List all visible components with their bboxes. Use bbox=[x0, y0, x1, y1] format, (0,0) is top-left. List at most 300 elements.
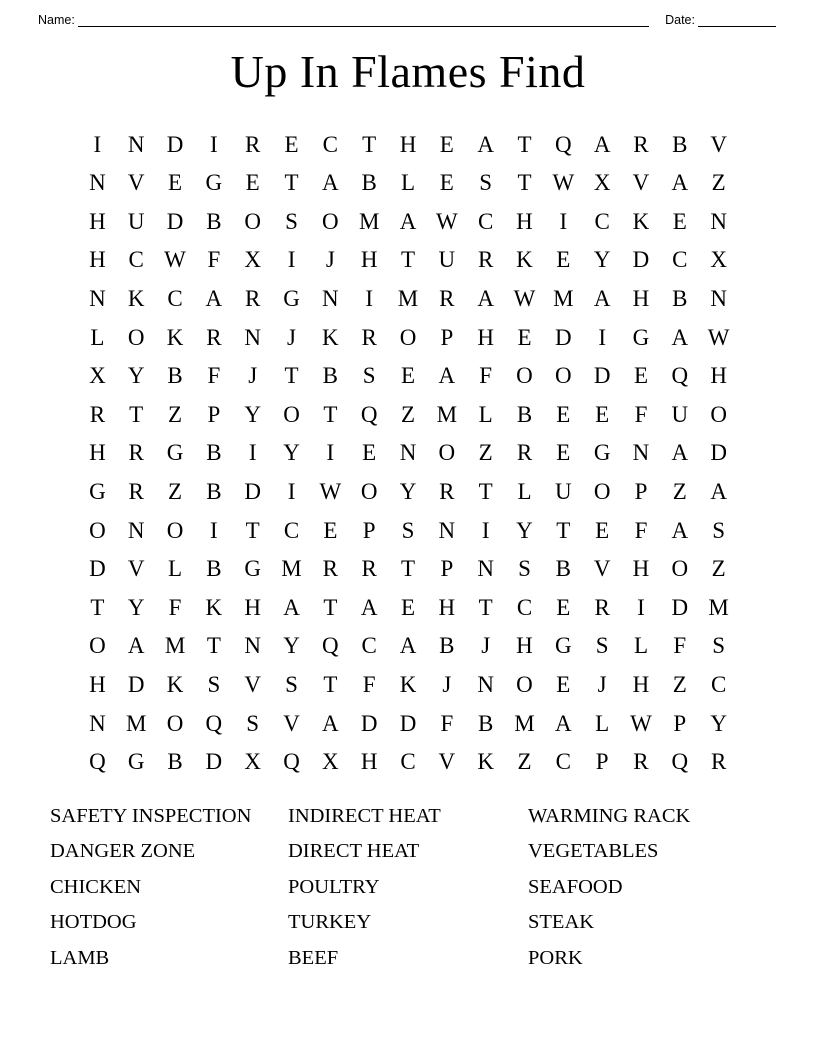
grid-cell[interactable]: E bbox=[633, 363, 648, 389]
grid-cell[interactable]: Z bbox=[168, 401, 183, 427]
grid-cell[interactable]: R bbox=[245, 286, 261, 312]
grid-cell[interactable]: W bbox=[707, 324, 730, 350]
grid-cell[interactable]: M bbox=[553, 286, 574, 312]
grid-cell[interactable]: T bbox=[323, 594, 338, 620]
grid-cell[interactable]: T bbox=[400, 247, 416, 273]
grid-cell[interactable]: E bbox=[439, 170, 454, 196]
grid-cell[interactable]: B bbox=[361, 170, 377, 196]
grid-cell[interactable]: P bbox=[595, 749, 609, 775]
grid-cell[interactable]: E bbox=[284, 131, 299, 157]
grid-cell[interactable]: Q bbox=[671, 363, 689, 389]
grid-cell[interactable]: Y bbox=[244, 401, 261, 427]
grid-cell[interactable]: M bbox=[514, 710, 535, 736]
grid-cell[interactable]: L bbox=[595, 710, 610, 736]
grid-cell[interactable]: R bbox=[633, 749, 649, 775]
grid-cell[interactable]: L bbox=[633, 633, 648, 659]
grid-cell[interactable]: H bbox=[632, 286, 650, 312]
grid-cell[interactable]: N bbox=[710, 208, 727, 234]
grid-cell[interactable]: E bbox=[323, 517, 338, 543]
grid-cell[interactable]: V bbox=[593, 556, 611, 582]
grid-cell[interactable]: Z bbox=[672, 479, 687, 505]
grid-cell[interactable]: G bbox=[244, 556, 261, 582]
grid-cell[interactable]: H bbox=[516, 208, 533, 234]
grid-cell[interactable]: K bbox=[322, 324, 339, 350]
grid-cell[interactable]: M bbox=[164, 633, 186, 659]
grid-cell[interactable]: Q bbox=[205, 710, 223, 736]
grid-cell[interactable]: E bbox=[595, 401, 610, 427]
grid-cell[interactable]: B bbox=[477, 710, 494, 736]
grid-cell[interactable]: S bbox=[479, 170, 493, 196]
grid-cell[interactable]: X bbox=[710, 247, 727, 273]
word-list-item[interactable]: WARMING RACK bbox=[528, 804, 691, 827]
grid-cell[interactable]: E bbox=[672, 208, 687, 234]
grid-cell[interactable]: P bbox=[440, 324, 454, 350]
grid-cell[interactable]: B bbox=[672, 131, 688, 157]
grid-cell[interactable]: I bbox=[637, 594, 645, 620]
grid-cell[interactable]: C bbox=[128, 247, 144, 273]
grid-cell[interactable]: H bbox=[89, 440, 106, 466]
grid-cell[interactable]: O bbox=[516, 363, 533, 389]
grid-cell[interactable]: M bbox=[358, 208, 380, 234]
grid-cell[interactable]: L bbox=[90, 324, 105, 350]
grid-cell[interactable]: H bbox=[244, 594, 261, 620]
grid-cell[interactable]: X bbox=[89, 363, 106, 389]
grid-cell[interactable]: G bbox=[632, 324, 650, 350]
grid-cell[interactable]: Q bbox=[322, 633, 339, 659]
grid-cell[interactable]: E bbox=[168, 170, 183, 196]
grid-cell[interactable]: O bbox=[322, 208, 339, 234]
grid-cell[interactable]: R bbox=[439, 286, 455, 312]
grid-cell[interactable]: V bbox=[710, 131, 727, 157]
grid-cell[interactable]: R bbox=[128, 440, 144, 466]
grid-cell[interactable]: S bbox=[207, 672, 221, 697]
grid-cell[interactable]: E bbox=[400, 363, 416, 389]
grid-cell[interactable]: A bbox=[360, 594, 378, 620]
grid-cell[interactable]: F bbox=[207, 247, 221, 273]
word-list-item[interactable]: PORK bbox=[528, 946, 583, 969]
grid-cell[interactable]: F bbox=[634, 517, 648, 543]
grid-cell[interactable]: R bbox=[206, 324, 222, 350]
grid-cell[interactable]: Y bbox=[593, 247, 611, 273]
grid-cell[interactable]: G bbox=[555, 633, 572, 659]
grid-cell[interactable]: Q bbox=[283, 749, 300, 775]
grid-cell[interactable]: M bbox=[708, 594, 729, 620]
grid-cell[interactable]: J bbox=[325, 247, 335, 273]
grid-cell[interactable]: N bbox=[89, 170, 106, 196]
grid-cell[interactable]: P bbox=[207, 401, 221, 427]
grid-cell[interactable]: K bbox=[477, 749, 494, 775]
grid-cell[interactable]: X bbox=[244, 247, 261, 273]
grid-cell[interactable]: G bbox=[205, 170, 223, 196]
grid-cell[interactable]: T bbox=[517, 170, 532, 196]
grid-cell[interactable]: W bbox=[513, 286, 536, 312]
grid-cell[interactable]: I bbox=[210, 131, 218, 157]
grid-cell[interactable]: J bbox=[442, 672, 452, 697]
grid-cell[interactable]: Y bbox=[516, 517, 533, 543]
grid-cell[interactable]: S bbox=[285, 672, 298, 697]
grid-cell[interactable]: U bbox=[671, 401, 689, 427]
grid-cell[interactable]: G bbox=[127, 749, 145, 775]
grid-cell[interactable]: E bbox=[556, 401, 571, 427]
grid-cell[interactable]: K bbox=[166, 324, 184, 350]
grid-cell[interactable]: J bbox=[481, 633, 491, 659]
grid-cell[interactable]: Q bbox=[671, 749, 689, 775]
grid-cell[interactable]: C bbox=[672, 247, 688, 273]
grid-cell[interactable]: R bbox=[594, 594, 610, 620]
grid-cell[interactable]: E bbox=[556, 594, 571, 620]
grid-cell[interactable]: H bbox=[516, 633, 533, 659]
grid-cell[interactable]: A bbox=[555, 710, 572, 736]
grid-cell[interactable]: B bbox=[555, 556, 571, 582]
grid-cell[interactable]: B bbox=[167, 749, 183, 775]
grid-cell[interactable]: S bbox=[712, 633, 726, 659]
grid-cell[interactable]: N bbox=[244, 324, 261, 350]
grid-cell[interactable]: H bbox=[89, 208, 106, 234]
grid-cell[interactable]: T bbox=[517, 131, 532, 157]
grid-cell[interactable]: W bbox=[164, 247, 186, 273]
grid-cell[interactable]: M bbox=[397, 286, 419, 312]
grid-cell[interactable]: L bbox=[400, 170, 416, 196]
grid-cell[interactable]: I bbox=[287, 247, 296, 273]
grid-cell[interactable]: Z bbox=[478, 440, 493, 466]
grid-cell[interactable]: A bbox=[438, 363, 456, 389]
grid-cell[interactable]: B bbox=[672, 286, 688, 312]
grid-cell[interactable]: H bbox=[360, 247, 378, 273]
grid-cell[interactable]: T bbox=[400, 556, 416, 582]
grid-cell[interactable]: V bbox=[127, 556, 145, 582]
grid-cell[interactable]: N bbox=[127, 131, 145, 157]
grid-cell[interactable]: S bbox=[362, 363, 376, 389]
grid-cell[interactable]: D bbox=[671, 594, 689, 620]
grid-cell[interactable]: S bbox=[518, 556, 531, 582]
grid-cell[interactable]: A bbox=[322, 710, 339, 736]
grid-cell[interactable]: T bbox=[206, 633, 221, 659]
grid-cell[interactable]: M bbox=[281, 556, 302, 582]
grid-cell[interactable]: Y bbox=[710, 710, 727, 736]
grid-cell[interactable]: D bbox=[244, 479, 261, 505]
grid-cell[interactable]: O bbox=[593, 479, 611, 505]
grid-cell[interactable]: F bbox=[362, 672, 376, 697]
word-list-item[interactable]: SEAFOOD bbox=[528, 875, 623, 898]
grid-cell[interactable]: A bbox=[477, 286, 494, 312]
grid-cell[interactable]: Y bbox=[127, 363, 145, 389]
grid-cell[interactable]: F bbox=[440, 710, 454, 736]
grid-cell[interactable]: P bbox=[634, 479, 648, 505]
grid-cell[interactable]: V bbox=[632, 170, 650, 196]
grid-cell[interactable]: E bbox=[595, 517, 610, 543]
grid-cell[interactable]: D bbox=[166, 131, 184, 157]
grid-cell[interactable]: O bbox=[516, 672, 533, 697]
grid-cell[interactable]: X bbox=[244, 749, 261, 775]
grid-cell[interactable]: F bbox=[673, 633, 687, 659]
grid-cell[interactable]: O bbox=[127, 324, 145, 350]
grid-cell[interactable]: E bbox=[245, 170, 260, 196]
grid-cell[interactable]: S bbox=[285, 208, 298, 234]
grid-cell[interactable]: N bbox=[244, 633, 261, 659]
grid-cell[interactable]: O bbox=[89, 633, 106, 659]
word-list-item[interactable]: INDIRECT HEAT bbox=[288, 804, 441, 827]
grid-cell[interactable]: I bbox=[210, 517, 218, 543]
grid-cell[interactable]: O bbox=[555, 363, 572, 389]
grid-cell[interactable]: A bbox=[322, 170, 339, 196]
grid-cell[interactable]: E bbox=[556, 672, 571, 697]
grid-cell[interactable]: H bbox=[438, 594, 456, 620]
grid-cell[interactable]: I bbox=[481, 517, 490, 543]
grid-cell[interactable]: Y bbox=[283, 440, 300, 466]
grid-cell[interactable]: D bbox=[205, 749, 223, 775]
grid-cell[interactable]: O bbox=[438, 440, 456, 466]
grid-cell[interactable]: M bbox=[125, 710, 147, 736]
grid-cell[interactable]: Z bbox=[517, 749, 532, 775]
grid-cell[interactable]: R bbox=[477, 247, 494, 273]
grid-cell[interactable]: G bbox=[166, 440, 184, 466]
grid-cell[interactable]: I bbox=[287, 479, 296, 505]
word-list-item[interactable]: DIRECT HEAT bbox=[288, 840, 420, 863]
grid-cell[interactable]: W bbox=[435, 208, 458, 234]
grid-cell[interactable]: R bbox=[633, 131, 649, 157]
grid-cell[interactable]: C bbox=[477, 208, 494, 234]
grid-cell[interactable]: A bbox=[283, 594, 300, 620]
grid-cell[interactable]: H bbox=[710, 363, 727, 389]
grid-cell[interactable]: D bbox=[360, 710, 378, 736]
grid-cell[interactable]: N bbox=[322, 286, 339, 312]
grid-cell[interactable]: Z bbox=[711, 556, 726, 582]
grid-cell[interactable]: N bbox=[89, 286, 106, 312]
grid-cell[interactable]: I bbox=[93, 131, 102, 157]
grid-cell[interactable]: H bbox=[89, 672, 106, 697]
grid-cell[interactable]: P bbox=[440, 556, 454, 582]
grid-cell[interactable]: A bbox=[593, 286, 611, 312]
grid-cell[interactable]: Y bbox=[283, 633, 300, 659]
grid-cell[interactable]: P bbox=[673, 710, 687, 736]
word-list-item[interactable]: STEAK bbox=[528, 911, 595, 934]
grid-cell[interactable]: U bbox=[127, 208, 145, 234]
grid-cell[interactable]: Q bbox=[555, 131, 572, 157]
grid-cell[interactable]: B bbox=[206, 440, 222, 466]
grid-cell[interactable]: B bbox=[439, 633, 455, 659]
grid-cell[interactable]: J bbox=[248, 363, 258, 389]
grid-cell[interactable]: O bbox=[710, 401, 727, 427]
grid-cell[interactable]: A bbox=[205, 286, 223, 312]
grid-cell[interactable]: C bbox=[594, 208, 610, 234]
grid-cell[interactable]: Z bbox=[400, 401, 416, 427]
grid-cell[interactable]: A bbox=[593, 131, 611, 157]
grid-cell[interactable]: G bbox=[89, 479, 106, 505]
grid-cell[interactable]: O bbox=[244, 208, 261, 234]
word-list-item[interactable]: SAFETY INSPECTION bbox=[50, 804, 252, 827]
grid-cell[interactable]: B bbox=[322, 363, 339, 389]
grid-cell[interactable]: A bbox=[710, 479, 727, 505]
grid-cell[interactable]: C bbox=[361, 633, 377, 659]
grid-cell[interactable]: N bbox=[127, 517, 145, 543]
grid-cell[interactable]: W bbox=[552, 170, 575, 196]
grid-cell[interactable]: I bbox=[248, 440, 257, 466]
grid-cell[interactable]: A bbox=[671, 324, 689, 350]
grid-cell[interactable]: V bbox=[127, 170, 145, 196]
grid-cell[interactable]: N bbox=[710, 286, 727, 312]
grid-cell[interactable]: U bbox=[438, 247, 456, 273]
grid-cell[interactable]: V bbox=[438, 749, 456, 775]
grid-cell[interactable]: H bbox=[399, 131, 417, 157]
grid-cell[interactable]: W bbox=[630, 710, 652, 736]
grid-cell[interactable]: Q bbox=[360, 401, 378, 427]
grid-cell[interactable]: S bbox=[246, 710, 260, 736]
grid-cell[interactable]: E bbox=[439, 131, 454, 157]
grid-cell[interactable]: K bbox=[205, 594, 223, 620]
grid-cell[interactable]: F bbox=[168, 594, 182, 620]
grid-cell[interactable]: C bbox=[400, 749, 416, 775]
grid-cell[interactable]: C bbox=[710, 672, 727, 697]
word-list-item[interactable]: HOTDOG bbox=[50, 911, 137, 934]
grid-cell[interactable]: M bbox=[436, 401, 458, 427]
grid-cell[interactable]: R bbox=[361, 324, 377, 350]
grid-cell[interactable]: D bbox=[166, 208, 184, 234]
grid-cell[interactable]: B bbox=[206, 556, 222, 582]
grid-cell[interactable]: O bbox=[671, 556, 689, 582]
grid-cell[interactable]: Z bbox=[168, 479, 183, 505]
grid-cell[interactable]: E bbox=[556, 247, 571, 273]
grid-cell[interactable]: K bbox=[399, 672, 417, 697]
grid-cell[interactable]: T bbox=[323, 672, 338, 697]
grid-cell[interactable]: O bbox=[89, 517, 106, 543]
grid-cell[interactable]: K bbox=[632, 208, 650, 234]
grid-cell[interactable]: Z bbox=[672, 672, 687, 697]
grid-cell[interactable]: T bbox=[90, 594, 105, 620]
grid-cell[interactable]: O bbox=[360, 479, 378, 505]
grid-cell[interactable]: E bbox=[556, 440, 571, 466]
grid-cell[interactable]: N bbox=[399, 440, 417, 466]
grid-cell[interactable]: A bbox=[671, 517, 689, 543]
grid-cell[interactable]: O bbox=[166, 517, 184, 543]
grid-cell[interactable]: P bbox=[362, 517, 376, 543]
grid-cell[interactable]: E bbox=[400, 594, 416, 620]
grid-cell[interactable]: A bbox=[671, 170, 689, 196]
word-list-item[interactable]: DANGER ZONE bbox=[50, 840, 196, 863]
word-list-item[interactable]: POULTRY bbox=[288, 875, 380, 898]
grid-cell[interactable]: S bbox=[712, 517, 726, 543]
grid-cell[interactable]: T bbox=[478, 479, 493, 505]
grid-cell[interactable]: I bbox=[559, 208, 568, 234]
word-list-item[interactable]: BEEF bbox=[288, 946, 339, 969]
grid-cell[interactable]: A bbox=[127, 633, 145, 659]
grid-cell[interactable]: I bbox=[365, 286, 374, 312]
grid-cell[interactable]: Y bbox=[399, 479, 417, 505]
grid-cell[interactable]: K bbox=[127, 286, 145, 312]
grid-cell[interactable]: H bbox=[477, 324, 494, 350]
grid-cell[interactable]: C bbox=[322, 131, 339, 157]
grid-cell[interactable]: E bbox=[517, 324, 532, 350]
grid-cell[interactable]: H bbox=[632, 556, 650, 582]
grid-cell[interactable]: K bbox=[516, 247, 533, 273]
grid-cell[interactable]: S bbox=[401, 517, 415, 543]
grid-cell[interactable]: H bbox=[89, 247, 106, 273]
grid-cell[interactable]: T bbox=[556, 517, 571, 543]
grid-cell[interactable]: D bbox=[555, 324, 572, 350]
grid-cell[interactable]: X bbox=[322, 749, 339, 775]
grid-cell[interactable]: L bbox=[517, 479, 532, 505]
grid-cell[interactable]: Y bbox=[127, 594, 145, 620]
grid-cell[interactable]: A bbox=[671, 440, 689, 466]
grid-cell[interactable]: B bbox=[206, 208, 222, 234]
grid-cell[interactable]: F bbox=[479, 363, 493, 389]
grid-cell[interactable]: C bbox=[167, 286, 183, 312]
grid-cell[interactable]: F bbox=[634, 401, 648, 427]
grid-cell[interactable]: T bbox=[129, 401, 144, 427]
grid-cell[interactable]: K bbox=[166, 672, 184, 697]
grid-cell[interactable]: D bbox=[89, 556, 106, 582]
grid-cell[interactable]: O bbox=[283, 401, 300, 427]
grid-cell[interactable]: S bbox=[595, 633, 609, 659]
word-list-item[interactable]: VEGETABLES bbox=[528, 840, 659, 863]
grid-cell[interactable]: R bbox=[245, 131, 261, 157]
grid-cell[interactable]: R bbox=[361, 556, 377, 582]
grid-cell[interactable]: R bbox=[439, 479, 455, 505]
grid-cell[interactable]: B bbox=[206, 479, 222, 505]
grid-cell[interactable]: R bbox=[516, 440, 533, 466]
grid-cell[interactable]: A bbox=[399, 208, 417, 234]
grid-cell[interactable]: C bbox=[516, 594, 533, 620]
grid-cell[interactable]: V bbox=[283, 710, 300, 736]
grid-cell[interactable]: H bbox=[632, 672, 650, 697]
word-list-item[interactable]: CHICKEN bbox=[50, 875, 142, 898]
grid-cell[interactable]: I bbox=[326, 440, 335, 466]
grid-cell[interactable]: T bbox=[284, 363, 299, 389]
word-list-item[interactable]: TURKEY bbox=[288, 911, 372, 934]
grid-cell[interactable]: L bbox=[478, 401, 493, 427]
grid-cell[interactable]: N bbox=[632, 440, 650, 466]
grid-cell[interactable]: X bbox=[593, 170, 611, 196]
grid-cell[interactable]: N bbox=[438, 517, 456, 543]
grid-cell[interactable]: R bbox=[322, 556, 339, 582]
grid-cell[interactable]: T bbox=[478, 594, 493, 620]
grid-cell[interactable]: C bbox=[283, 517, 300, 543]
grid-cell[interactable]: V bbox=[244, 672, 261, 697]
grid-cell[interactable]: H bbox=[360, 749, 378, 775]
grid-cell[interactable]: D bbox=[593, 363, 611, 389]
grid-cell[interactable]: O bbox=[399, 324, 417, 350]
grid-cell[interactable]: D bbox=[632, 247, 650, 273]
grid-cell[interactable]: R bbox=[710, 749, 727, 775]
grid-cell[interactable]: Z bbox=[711, 170, 726, 196]
grid-cell[interactable]: D bbox=[710, 440, 727, 466]
grid-cell[interactable]: O bbox=[166, 710, 184, 736]
grid-cell[interactable]: I bbox=[598, 324, 606, 350]
grid-cell[interactable]: T bbox=[284, 170, 299, 196]
grid-cell[interactable]: U bbox=[555, 479, 572, 505]
grid-cell[interactable]: B bbox=[167, 363, 183, 389]
grid-cell[interactable]: E bbox=[362, 440, 377, 466]
grid-cell[interactable]: J bbox=[287, 324, 296, 350]
grid-cell[interactable]: D bbox=[127, 672, 145, 697]
grid-cell[interactable]: L bbox=[168, 556, 183, 582]
grid-cell[interactable]: J bbox=[597, 672, 607, 697]
grid-cell[interactable]: B bbox=[516, 401, 533, 427]
grid-cell[interactable]: G bbox=[593, 440, 611, 466]
grid-cell[interactable]: T bbox=[245, 517, 260, 543]
grid-cell[interactable]: F bbox=[207, 363, 221, 389]
grid-cell[interactable]: D bbox=[399, 710, 417, 736]
word-list-item[interactable]: LAMB bbox=[50, 946, 110, 969]
grid-cell[interactable]: C bbox=[555, 749, 571, 775]
grid-cell[interactable]: G bbox=[283, 286, 300, 312]
grid-cell[interactable]: R bbox=[128, 479, 144, 505]
grid-cell[interactable]: A bbox=[399, 633, 417, 659]
grid-cell[interactable]: N bbox=[477, 556, 494, 582]
grid-cell[interactable]: T bbox=[323, 401, 338, 427]
grid-cell[interactable]: N bbox=[89, 710, 106, 736]
grid-cell[interactable]: R bbox=[89, 401, 106, 427]
grid-cell[interactable]: W bbox=[319, 479, 342, 505]
